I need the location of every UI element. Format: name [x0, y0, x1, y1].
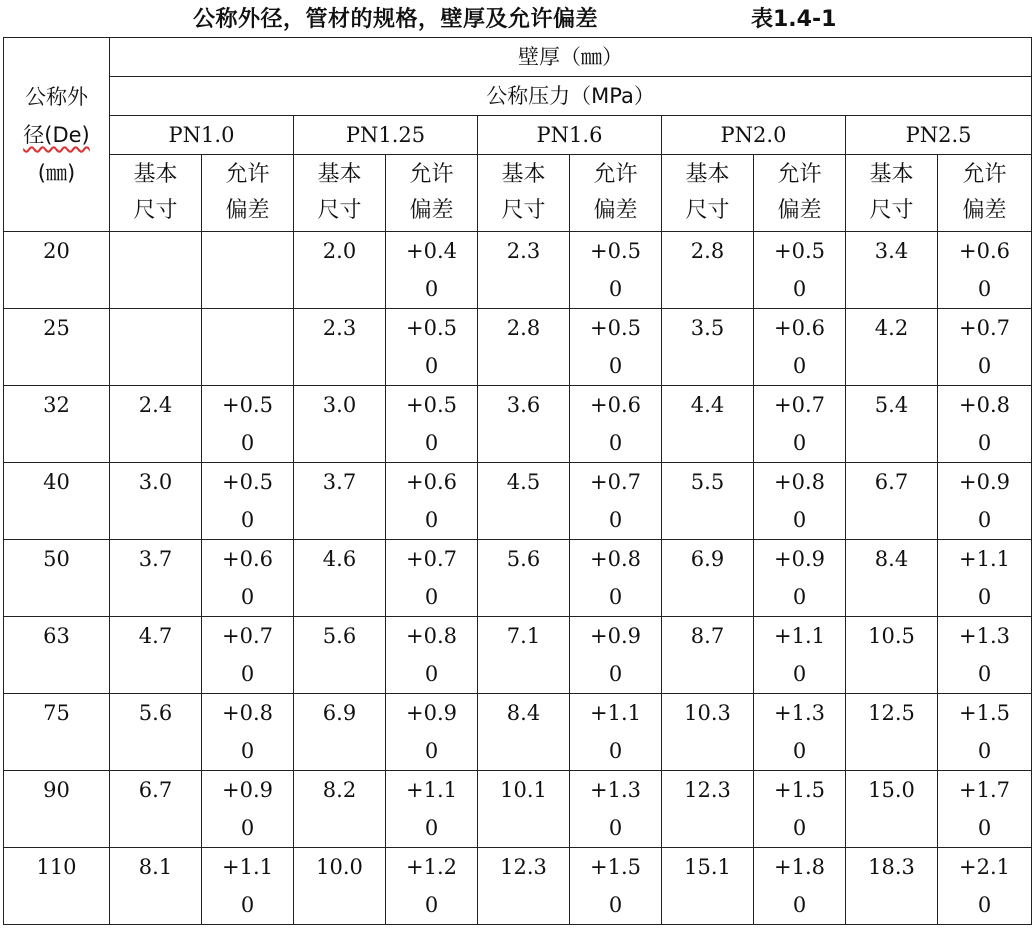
- tolerance-header: [754, 155, 846, 232]
- basic-size-value: 4.4: [690, 393, 725, 417]
- tolerance-upper: +1.1: [590, 701, 641, 725]
- tolerance-lower: 0: [608, 585, 623, 609]
- basic-size-value: 2.8: [690, 239, 725, 263]
- tolerance-lower: 0: [608, 277, 623, 301]
- table-row: [4, 463, 1032, 540]
- tolerance-lower: 0: [977, 585, 992, 609]
- tolerance-cell: [570, 848, 662, 925]
- pn-header-2: PN1.6: [478, 116, 662, 155]
- tolerance-lower: 0: [424, 662, 439, 686]
- basic-size-value: 5.6: [138, 701, 173, 725]
- tolerance-upper: +1.3: [774, 701, 825, 725]
- tolerance-cell: [754, 540, 846, 617]
- tolerance-cell: [570, 617, 662, 694]
- basic-label-line-2: 尺寸: [133, 198, 178, 223]
- tolerance-lower: 0: [977, 354, 992, 378]
- basic-size-cell: [478, 309, 570, 386]
- outer-diameter-cell: [4, 848, 110, 925]
- tolerance-lower: 0: [792, 893, 807, 917]
- corner-line-3: (㎜): [37, 161, 76, 185]
- table-row: [4, 617, 1032, 694]
- tolerance-label-line-1: 允许: [962, 162, 1007, 187]
- tolerance-cell: [386, 232, 478, 309]
- tolerance-upper: +1.8: [774, 855, 825, 879]
- tolerance-upper: +0.7: [774, 393, 825, 417]
- tolerance-lower: 0: [608, 739, 623, 763]
- outer-diameter-value: 63: [43, 624, 70, 648]
- tolerance-cell: [202, 848, 294, 925]
- basic-label-line-1: 基本: [501, 162, 546, 187]
- tolerance-cell: [202, 463, 294, 540]
- tolerance-lower: 0: [608, 508, 623, 532]
- tolerance-lower: 0: [977, 431, 992, 455]
- tolerance-upper: +1.1: [222, 855, 273, 879]
- basic-label-line-2: 尺寸: [317, 198, 362, 223]
- tolerance-upper: +1.5: [590, 855, 641, 879]
- basic-size-cell: [294, 540, 386, 617]
- outer-diameter-value: 40: [43, 470, 70, 494]
- basic-size-cell: [846, 694, 938, 771]
- tolerance-lower: 0: [977, 739, 992, 763]
- tolerance-label-line-1: 允许: [777, 162, 822, 187]
- tolerance-cell: [938, 386, 1032, 463]
- tolerance-lower: 0: [240, 739, 255, 763]
- basic-size-cell: [662, 771, 754, 848]
- table-row: [4, 771, 1032, 848]
- tolerance-lower: 0: [240, 893, 255, 917]
- tolerance-cell: [386, 617, 478, 694]
- basic-size-value: 3.0: [322, 393, 357, 417]
- tolerance-upper: +0.5: [222, 393, 273, 417]
- outer-diameter-cell: [4, 386, 110, 463]
- basic-size-cell: [662, 463, 754, 540]
- tolerance-label-line-2: 偏差: [962, 198, 1007, 223]
- tolerance-cell: [202, 386, 294, 463]
- tolerance-cell: [570, 694, 662, 771]
- tolerance-upper: +1.1: [406, 778, 457, 802]
- tolerance-lower: 0: [792, 585, 807, 609]
- tolerance-lower: 0: [792, 739, 807, 763]
- outer-diameter-cell: [4, 617, 110, 694]
- tolerance-cell: [202, 309, 294, 386]
- table-row: [4, 694, 1032, 771]
- basic-label-line-2: 尺寸: [501, 198, 546, 223]
- basic-size-value: 12.3: [500, 855, 547, 879]
- tolerance-upper: +0.9: [774, 547, 825, 571]
- basic-size-value: 10.5: [868, 624, 915, 648]
- tolerance-upper: +0.8: [959, 393, 1011, 417]
- outer-diameter-value: 75: [43, 701, 70, 725]
- tolerance-label-line-2: 偏差: [593, 198, 638, 223]
- tolerance-lower: 0: [240, 508, 255, 532]
- tolerance-lower: 0: [608, 431, 623, 455]
- basic-size-value: 5.6: [506, 547, 541, 571]
- pipe-spec-table: [3, 37, 1032, 925]
- tolerance-lower: 0: [977, 277, 992, 301]
- tolerance-label-line-2: 偏差: [777, 198, 822, 223]
- tolerance-upper: +0.5: [774, 239, 825, 263]
- tolerance-upper: +0.7: [222, 624, 273, 648]
- tolerance-upper: +1.5: [959, 701, 1011, 725]
- tolerance-cell: [754, 232, 846, 309]
- tolerance-cell: [754, 309, 846, 386]
- basic-size-cell: [294, 848, 386, 925]
- basic-label-line-1: 基本: [317, 162, 362, 187]
- basic-size-value: 2.3: [322, 316, 357, 340]
- basic-size-value: 3.6: [506, 393, 541, 417]
- basic-size-value: 2.3: [506, 239, 541, 263]
- basic-size-value: 10.3: [684, 701, 731, 725]
- table-row: [4, 309, 1032, 386]
- tolerance-cell: [570, 309, 662, 386]
- basic-size-cell: [110, 848, 202, 925]
- tolerance-cell: [938, 309, 1032, 386]
- tolerance-lower: 0: [424, 277, 439, 301]
- tolerance-header: [570, 155, 662, 232]
- table-row: [4, 386, 1032, 463]
- tolerance-cell: [386, 463, 478, 540]
- basic-size-cell: [110, 463, 202, 540]
- basic-size-cell: [110, 309, 202, 386]
- tolerance-label-line-1: 允许: [593, 162, 638, 187]
- basic-size-cell: [846, 617, 938, 694]
- basic-size-header: [294, 155, 386, 232]
- tolerance-cell: [938, 771, 1032, 848]
- outer-diameter-value: 20: [43, 239, 70, 263]
- tolerance-upper: +0.8: [222, 701, 273, 725]
- basic-size-cell: [846, 386, 938, 463]
- basic-size-value: 12.3: [684, 778, 731, 802]
- tolerance-upper: +0.6: [406, 470, 457, 494]
- tolerance-lower: 0: [424, 508, 439, 532]
- tolerance-lower: 0: [608, 354, 623, 378]
- basic-size-cell: [846, 463, 938, 540]
- basic-size-value: 15.0: [868, 778, 915, 802]
- basic-size-cell: [110, 694, 202, 771]
- basic-size-value: 3.7: [322, 470, 357, 494]
- tolerance-lower: 0: [608, 893, 623, 917]
- tolerance-cell: [938, 540, 1032, 617]
- tolerance-cell: [754, 463, 846, 540]
- tolerance-cell: [570, 771, 662, 848]
- tolerance-cell: [754, 694, 846, 771]
- outer-diameter-value: 25: [43, 316, 70, 340]
- outer-diameter-cell: [4, 694, 110, 771]
- tolerance-cell: [570, 386, 662, 463]
- tolerance-label-line-2: 偏差: [409, 198, 454, 223]
- basic-size-cell: [662, 309, 754, 386]
- tolerance-header: [938, 155, 1032, 232]
- outer-diameter-cell: [4, 232, 110, 309]
- title-row: [0, 0, 1034, 36]
- basic-size-value: 3.0: [138, 470, 173, 494]
- tolerance-lower: 0: [240, 585, 255, 609]
- outer-diameter-value: 32: [43, 393, 70, 417]
- tolerance-upper: +0.7: [590, 470, 641, 494]
- outer-diameter-cell: [4, 771, 110, 848]
- basic-size-cell: [662, 848, 754, 925]
- tolerance-upper: +0.8: [406, 624, 457, 648]
- basic-size-cell: [478, 540, 570, 617]
- basic-size-cell: [110, 540, 202, 617]
- basic-size-value: 4.7: [138, 624, 173, 648]
- corner-line-2: 径(De): [23, 123, 90, 147]
- table-row: [4, 232, 1032, 309]
- outer-diameter-header: [4, 38, 110, 232]
- tolerance-cell: [570, 232, 662, 309]
- basic-size-value: 15.1: [684, 855, 731, 879]
- basic-size-value: 3.5: [690, 316, 725, 340]
- basic-size-value: 10.1: [500, 778, 547, 802]
- basic-size-value: 2.4: [138, 393, 173, 417]
- basic-size-cell: [846, 232, 938, 309]
- tolerance-cell: [754, 617, 846, 694]
- basic-size-cell: [110, 386, 202, 463]
- tolerance-cell: [570, 463, 662, 540]
- tolerance-upper: +1.5: [774, 778, 825, 802]
- tolerance-upper: +0.9: [590, 624, 641, 648]
- tolerance-upper: +0.5: [590, 316, 641, 340]
- tolerance-lower: 0: [240, 662, 255, 686]
- basic-label-line-1: 基本: [133, 162, 178, 187]
- basic-size-value: 7.1: [506, 624, 541, 648]
- basic-size-cell: [478, 386, 570, 463]
- tolerance-cell: [202, 694, 294, 771]
- tolerance-lower: 0: [424, 354, 439, 378]
- basic-size-cell: [294, 309, 386, 386]
- outer-diameter-cell: [4, 463, 110, 540]
- tolerance-upper: +1.7: [959, 778, 1011, 802]
- tolerance-cell: [202, 232, 294, 309]
- tolerance-upper: +1.3: [590, 778, 641, 802]
- basic-size-cell: [110, 232, 202, 309]
- tolerance-cell: [202, 540, 294, 617]
- basic-size-value: 6.7: [138, 778, 173, 802]
- tolerance-lower: 0: [977, 662, 992, 686]
- tolerance-cell: [386, 386, 478, 463]
- tolerance-cell: [202, 617, 294, 694]
- basic-size-cell: [110, 617, 202, 694]
- basic-size-value: 8.2: [322, 778, 357, 802]
- basic-label-line-2: 尺寸: [685, 198, 730, 223]
- tolerance-upper: +0.6: [774, 316, 825, 340]
- tolerance-cell: [938, 617, 1032, 694]
- basic-size-cell: [294, 694, 386, 771]
- basic-size-value: 5.6: [322, 624, 357, 648]
- tolerance-cell: [386, 540, 478, 617]
- corner-line-1: 公称外: [25, 85, 88, 109]
- tolerance-lower: 0: [792, 508, 807, 532]
- basic-size-value: 10.0: [316, 855, 363, 879]
- basic-size-value: 2.0: [322, 239, 357, 263]
- tolerance-upper: +1.2: [406, 855, 457, 879]
- basic-size-cell: [294, 771, 386, 848]
- outer-diameter-cell: [4, 540, 110, 617]
- tolerance-lower: 0: [792, 431, 807, 455]
- tolerance-upper: +0.5: [222, 470, 273, 494]
- tolerance-cell: [386, 771, 478, 848]
- tolerance-lower: 0: [792, 277, 807, 301]
- basic-size-value: 3.7: [138, 547, 173, 571]
- basic-size-cell: [846, 540, 938, 617]
- tolerance-upper: +0.7: [406, 547, 457, 571]
- table-row: [4, 848, 1032, 925]
- nominal-pressure-label: 公称压力（MPa）: [486, 84, 655, 108]
- tolerance-cell: [386, 309, 478, 386]
- basic-size-header: [846, 155, 938, 232]
- basic-size-cell: [478, 232, 570, 309]
- basic-label-line-2: 尺寸: [869, 198, 914, 223]
- basic-size-cell: [478, 848, 570, 925]
- tolerance-upper: +1.3: [959, 624, 1011, 648]
- basic-label-line-1: 基本: [869, 162, 914, 187]
- basic-size-cell: [294, 232, 386, 309]
- tolerance-cell: [938, 694, 1032, 771]
- basic-size-value: 8.4: [506, 701, 541, 725]
- tolerance-lower: 0: [424, 431, 439, 455]
- tolerance-lower: 0: [424, 893, 439, 917]
- tolerance-lower: 0: [977, 893, 992, 917]
- tolerance-cell: [386, 694, 478, 771]
- tolerance-cell: [570, 540, 662, 617]
- table-title: 公称外径，管材的规格，壁厚及允许偏差: [193, 7, 599, 32]
- basic-size-cell: [662, 232, 754, 309]
- tolerance-cell: [754, 386, 846, 463]
- tolerance-cell: [938, 848, 1032, 925]
- tolerance-lower: 0: [792, 662, 807, 686]
- tolerance-lower: 0: [424, 816, 439, 840]
- tolerance-upper: +0.9: [222, 778, 273, 802]
- tolerance-cell: [754, 848, 846, 925]
- basic-size-value: 8.7: [690, 624, 725, 648]
- basic-size-cell: [846, 309, 938, 386]
- tolerance-upper: +0.6: [959, 239, 1011, 263]
- tolerance-upper: +0.9: [959, 470, 1011, 494]
- tolerance-upper: +0.4: [406, 239, 457, 263]
- basic-size-header: [478, 155, 570, 232]
- tolerance-lower: 0: [608, 816, 623, 840]
- tolerance-upper: +0.8: [590, 547, 641, 571]
- tolerance-cell: [938, 232, 1032, 309]
- tolerance-cell: [754, 771, 846, 848]
- basic-size-value: 4.6: [322, 547, 357, 571]
- basic-size-value: 4.5: [506, 470, 541, 494]
- basic-size-cell: [662, 386, 754, 463]
- pn-header-3: PN2.0: [662, 116, 846, 155]
- nominal-pressure-header: [110, 77, 1032, 116]
- basic-size-cell: [478, 694, 570, 771]
- tolerance-upper: +2.1: [959, 855, 1011, 879]
- basic-size-value: 3.4: [874, 239, 909, 263]
- basic-size-value: 5.4: [874, 393, 909, 417]
- tolerance-lower: 0: [240, 816, 255, 840]
- tolerance-upper: +0.9: [406, 701, 457, 725]
- tolerance-label-line-1: 允许: [225, 162, 270, 187]
- basic-size-value: 18.3: [868, 855, 915, 879]
- tolerance-header: [386, 155, 478, 232]
- tolerance-header: [202, 155, 294, 232]
- basic-size-value: 8.4: [874, 547, 909, 571]
- basic-size-cell: [478, 463, 570, 540]
- basic-size-value: 4.2: [874, 316, 909, 340]
- basic-size-value: 5.5: [690, 470, 725, 494]
- tolerance-upper: +0.5: [406, 316, 457, 340]
- tolerance-lower: 0: [792, 816, 807, 840]
- outer-diameter-value: 90: [43, 778, 70, 802]
- pn-header-0: PN1.0: [110, 116, 294, 155]
- basic-size-cell: [662, 694, 754, 771]
- outer-diameter-cell: [4, 309, 110, 386]
- tolerance-lower: 0: [424, 585, 439, 609]
- tolerance-upper: +0.6: [222, 547, 273, 571]
- table-number: 表1.4-1: [751, 7, 837, 32]
- tolerance-cell: [938, 463, 1032, 540]
- tolerance-cell: [202, 771, 294, 848]
- basic-size-value: 6.9: [690, 547, 725, 571]
- tolerance-lower: 0: [977, 508, 992, 532]
- tolerance-upper: +1.1: [774, 624, 825, 648]
- pn-header-1: PN1.25: [294, 116, 478, 155]
- tolerance-label-line-1: 允许: [409, 162, 454, 187]
- basic-size-header: [110, 155, 202, 232]
- basic-size-cell: [294, 463, 386, 540]
- pn-header-4: PN2.5: [846, 116, 1032, 155]
- basic-size-value: 12.5: [868, 701, 915, 725]
- tolerance-upper: +0.6: [590, 393, 641, 417]
- wall-thickness-header: 壁厚（㎜）: [110, 38, 1032, 77]
- tolerance-lower: 0: [792, 354, 807, 378]
- basic-size-cell: [662, 617, 754, 694]
- table-row: [4, 540, 1032, 617]
- basic-size-cell: [662, 540, 754, 617]
- basic-size-cell: [294, 386, 386, 463]
- tolerance-cell: [386, 848, 478, 925]
- basic-size-cell: [478, 617, 570, 694]
- basic-size-value: 6.7: [874, 470, 909, 494]
- tolerance-label-line-2: 偏差: [225, 198, 270, 223]
- tolerance-upper: +0.5: [406, 393, 457, 417]
- tolerance-upper: +0.5: [590, 239, 641, 263]
- outer-diameter-value: 110: [36, 855, 77, 879]
- basic-size-cell: [846, 771, 938, 848]
- tolerance-lower: 0: [424, 739, 439, 763]
- basic-size-value: 2.8: [506, 316, 541, 340]
- tolerance-upper: +0.7: [959, 316, 1011, 340]
- tolerance-upper: +1.1: [959, 547, 1011, 571]
- basic-label-line-1: 基本: [685, 162, 730, 187]
- basic-size-header: [662, 155, 754, 232]
- tolerance-lower: 0: [240, 431, 255, 455]
- outer-diameter-value: 50: [43, 547, 70, 571]
- basic-size-cell: [846, 848, 938, 925]
- basic-size-value: 6.9: [322, 701, 357, 725]
- basic-size-value: 8.1: [138, 855, 173, 879]
- basic-size-cell: [294, 617, 386, 694]
- tolerance-upper: +0.8: [774, 470, 825, 494]
- tolerance-lower: 0: [608, 662, 623, 686]
- basic-size-cell: [478, 771, 570, 848]
- basic-size-cell: [110, 771, 202, 848]
- tolerance-lower: 0: [977, 816, 992, 840]
